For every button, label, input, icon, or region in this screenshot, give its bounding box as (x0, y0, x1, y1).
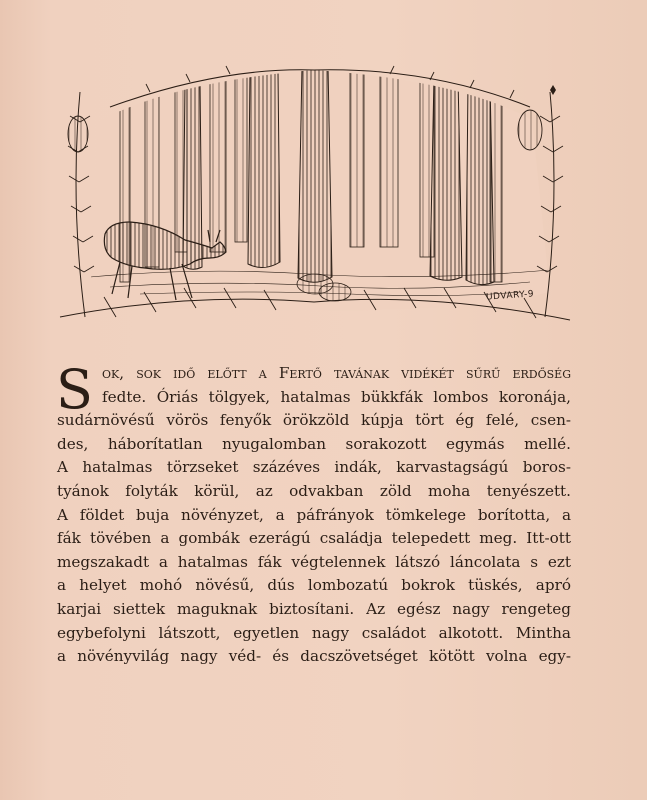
text-line: fedte. Óriás tölgyek, hatalmas bükkfák lombos koronája, (102, 387, 571, 406)
text-line: sudárnövésű vörös fenyők örökzöld kúpja tört ég felé, csen- (57, 411, 571, 430)
text-line: karjai siettek maguknak biztosítani. Az egész nagy rengeteg (57, 599, 571, 618)
text-line: A földet buja növényzet, a páfrányok tömkelege borította, a (57, 505, 571, 524)
body-text (56, 358, 571, 669)
first-line-text: ok, sok idő előtt a Fertő tavának vidékét sűrű erdőség (102, 364, 571, 382)
text-line: egybefolyni látszott, egyetlen nagy családot alkotott. Mintha (57, 623, 571, 642)
text-line: A hatalmas törzseket százéves indák, karvastagságú boros- (57, 458, 571, 477)
text-line: a növényvilág nagy véd- és dacszövetséget kötött volna egy- (57, 647, 571, 666)
drop-cap: S (56, 358, 93, 421)
text-line (57, 362, 571, 386)
text-line: fák tövében a gombák ezerágú családja telepedett meg. Itt-ott (57, 529, 571, 548)
text-line: a helyet mohó növésű, dús lombozatú bokrok tüskés, apró (57, 576, 571, 595)
text-line: tyánok folyták körül, az odvakban zöld moha tenyészett. (57, 481, 571, 500)
text-line: megszakadt a hatalmas fák végtelennek látszó láncolata s ezt (57, 552, 571, 571)
text-line: des, háborítatlan nyugalomban sorakozott egymás mellé. (57, 434, 571, 453)
artist-signature: UDVARY-9 (485, 289, 535, 303)
